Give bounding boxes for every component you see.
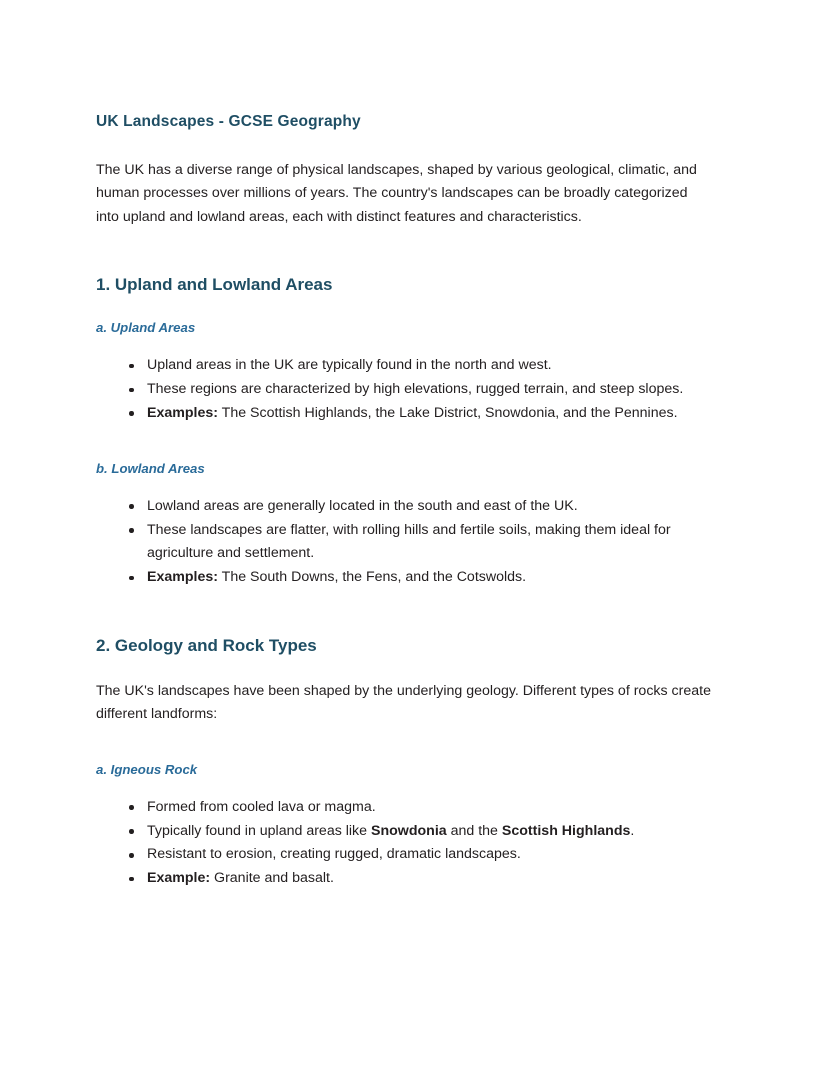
list-item	[96, 378, 714, 402]
page-title: UK Landscapes - GCSE Geography	[96, 113, 361, 130]
bullet-dot-icon	[129, 877, 134, 882]
list-item	[96, 820, 714, 844]
bullet-dot-icon	[129, 853, 134, 858]
subsection-heading-1a: a. Upland Areas	[96, 320, 196, 336]
bullet-list-2a	[96, 796, 714, 891]
list-item-mid: and the	[446, 822, 502, 839]
spacer	[96, 590, 714, 635]
list-item-lead: Examples:	[147, 404, 218, 421]
section-2-intro: The UK's landscapes have been shaped by the underlying geology. Different types of rocks create different landforms:	[96, 683, 711, 723]
bullet-dot-icon	[129, 805, 134, 810]
list-item-tail: .	[630, 822, 635, 839]
bullet-dot-icon	[129, 528, 134, 533]
list-item	[96, 519, 714, 567]
subsection-heading-1b: b. Lowland Areas	[96, 460, 205, 476]
list-item-text: Resistant to erosion, creating rugged, dramatic landscapes.	[147, 846, 521, 863]
list-item-text: These landscapes are flatter, with rolling hills and fertile soils, making them ideal for agriculture and settlement.	[147, 521, 671, 562]
list-item-text: Granite and basalt.	[210, 870, 334, 887]
list-item-lead: Example:	[147, 870, 211, 887]
spacer	[96, 426, 714, 460]
list-item-text: Upland areas in the UK are typically found in the north and west.	[147, 357, 552, 374]
list-item-bold-2: Scottish Highlands	[501, 822, 631, 839]
spacer	[96, 727, 714, 761]
list-item-text: The South Downs, the Fens, and the Cotswolds.	[217, 569, 527, 586]
bullet-dot-icon	[129, 411, 134, 416]
list-item-bold-1: Snowdonia	[370, 822, 447, 839]
section-heading-2: 2. Geology and Rock Types	[96, 636, 317, 656]
list-item	[96, 843, 714, 867]
bullet-list-1a	[96, 354, 714, 425]
spacer	[96, 229, 714, 274]
list-item-text: Typically found in upland areas like	[147, 822, 371, 839]
subsection-heading-2a: a. Igneous Rock	[96, 761, 198, 777]
bullet-dot-icon	[129, 576, 134, 581]
document-content	[96, 112, 714, 891]
intro-paragraph: The UK has a diverse range of physical landscapes, shaped by various geological, climatic, and human processes over millions of years. The country's landscapes can be broadly categorized into upland and lowland areas, each with distinct features and characteristics.	[96, 162, 697, 225]
bullet-dot-icon	[129, 388, 134, 393]
list-item	[96, 402, 714, 426]
list-item	[96, 796, 714, 820]
bullet-dot-icon	[129, 364, 134, 369]
bullet-dot-icon	[129, 829, 134, 834]
list-item	[96, 566, 714, 590]
bullet-list-1b	[96, 495, 714, 590]
list-item-text: Lowland areas are generally located in the south and east of the UK.	[147, 497, 578, 514]
list-item	[96, 354, 714, 378]
list-item-text: These regions are characterized by high elevations, rugged terrain, and steep slopes.	[147, 381, 684, 398]
list-item	[96, 495, 714, 519]
list-item-text: The Scottish Highlands, the Lake District, Snowdonia, and the Pennines.	[217, 404, 678, 421]
list-item-text: Formed from cooled lava or magma.	[147, 798, 376, 815]
list-item	[96, 867, 714, 891]
section-heading-1: 1. Upland and Lowland Areas	[96, 275, 333, 295]
bullet-dot-icon	[129, 504, 134, 509]
list-item-lead: Examples:	[147, 569, 218, 586]
